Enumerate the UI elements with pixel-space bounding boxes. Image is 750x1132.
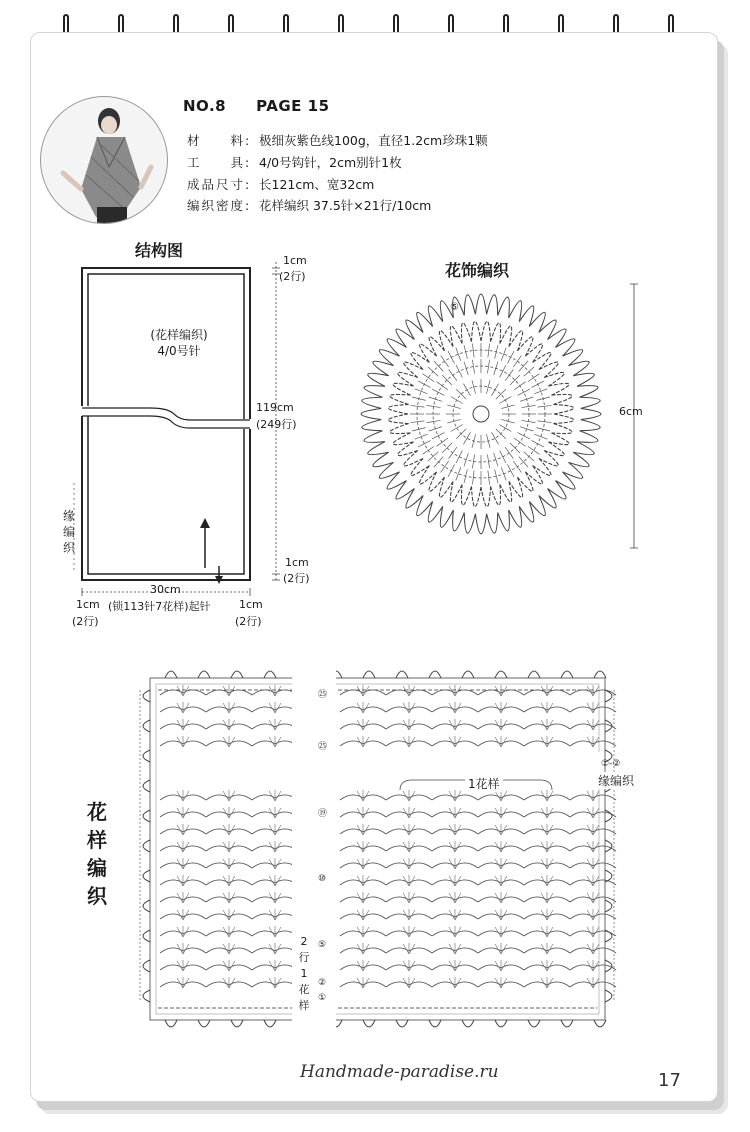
motif-title: 花饰编织 (445, 261, 510, 280)
left-edge-rows: (2行) (72, 615, 99, 628)
needle-label: 4/0号针 (157, 344, 201, 358)
edge-rows-label: ①-② (601, 759, 621, 769)
length-dim: 119cm (256, 401, 294, 414)
spec-gauge: 编织密度: 花样编织 37.5针×21行/10cm (187, 198, 432, 213)
top-dim: 1cm (283, 254, 307, 267)
row-mark: ⑲ (318, 809, 328, 819)
width-dim: 30cm (150, 583, 181, 596)
page-reference: PAGE 15 (256, 97, 330, 115)
row-mark: ㉕ (318, 742, 328, 752)
spec-materials: 材 料: 极细灰紫色线100g，直径1.2cm珍珠1颗 (187, 133, 488, 148)
pattern-number: NO.8 (183, 97, 227, 115)
row-mark: ⑩ (318, 874, 327, 884)
structure-title: 结构图 (135, 241, 184, 260)
pattern-label: (花样编织) (150, 328, 208, 342)
bottom-rows: (2行) (283, 572, 310, 585)
motif-round-mark: ⑤ (450, 302, 459, 313)
spec-tools: 工 具: 4/0号钩针，2cm别针1枚 (187, 155, 402, 170)
right-edge-dim: 1cm (239, 598, 263, 611)
chart-title: 花样编织 (87, 800, 107, 908)
watermark: Handmade-paradise.ru (300, 1062, 499, 1082)
bottom-dim: 1cm (285, 556, 309, 569)
spec-size: 成品尺寸: 长121cm、宽32cm (187, 177, 375, 192)
rows-2-label: 2行 (298, 935, 310, 964)
repeat-label: 1花样 (465, 775, 503, 792)
edge-label: 缘编织 (62, 509, 75, 555)
chart-edge-label: 缘编织 (598, 774, 635, 788)
pattern-1-label: 1花样 (298, 967, 310, 1012)
motif-dim: 6cm (619, 405, 643, 418)
length-rows: (249行) (256, 418, 297, 431)
page-number: 17 (658, 1070, 681, 1091)
row-mark: ② (318, 978, 327, 988)
top-rows: (2行) (279, 270, 306, 283)
row-mark: ㉕ (318, 690, 328, 700)
row-mark: ⑤ (318, 940, 327, 950)
right-edge-rows: (2行) (235, 615, 262, 628)
left-edge-dim: 1cm (76, 598, 100, 611)
row-mark: ① (318, 993, 327, 1003)
chain-label: (锁113针7花样)起针 (108, 600, 211, 613)
